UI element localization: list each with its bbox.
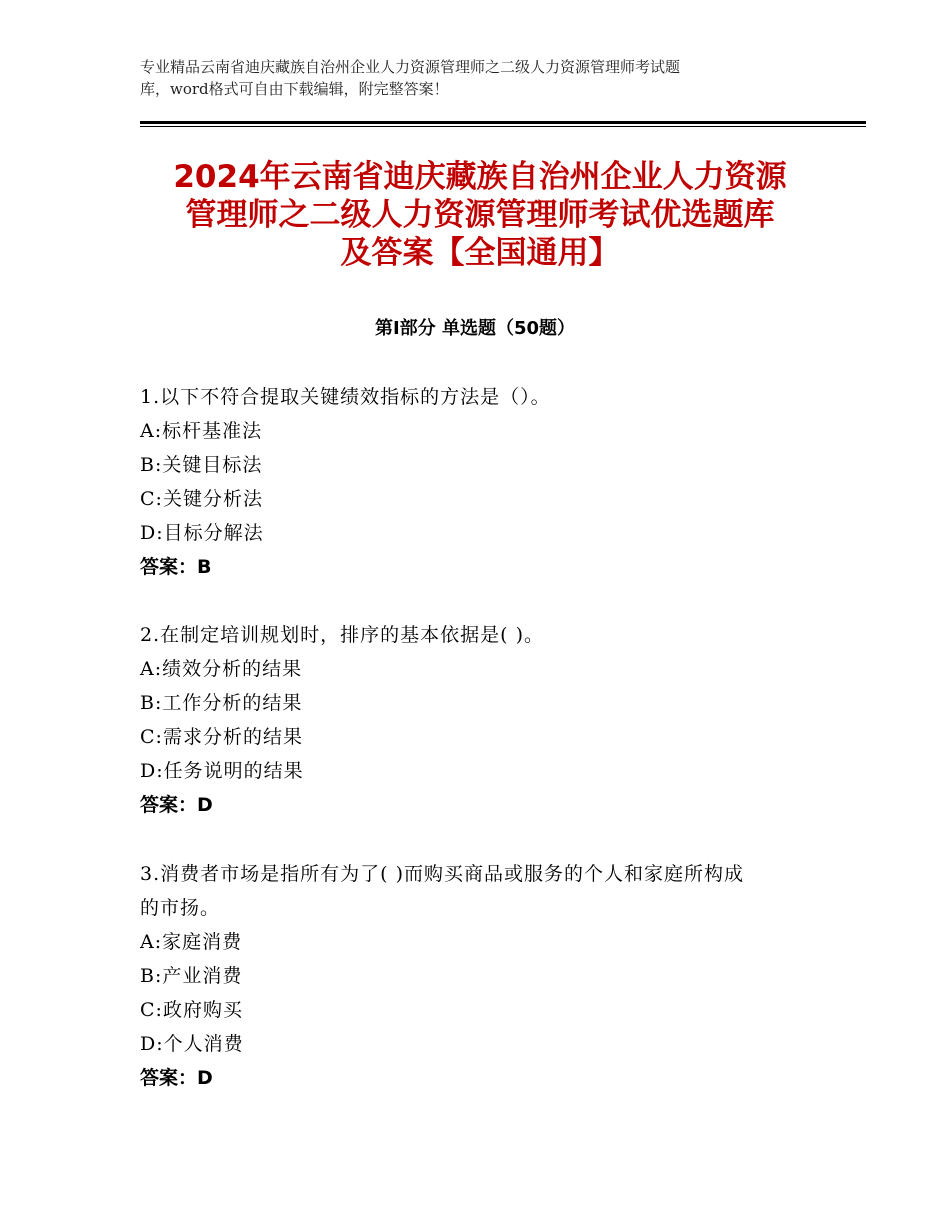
option-a: A:家庭消费	[140, 931, 243, 953]
option-a: A:标杆基准法	[140, 420, 263, 442]
option-b: B:工作分析的结果	[140, 692, 303, 714]
option-b: B:产业消费	[140, 965, 243, 987]
answer-label: 答案：D	[140, 794, 213, 816]
question-1	[140, 380, 830, 584]
document-title-line2: 管理师之二级人力资源管理师考试优选题库	[185, 197, 775, 233]
option-a: A:绩效分析的结果	[140, 658, 303, 680]
header-divider-thin	[140, 126, 866, 127]
document-title-line1: 2024年云南省迪庆藏族自治州企业人力资源	[173, 159, 787, 195]
question-2	[140, 618, 830, 822]
document-title-line3: 及答案【全国通用】	[340, 235, 620, 271]
option-c: C:需求分析的结果	[140, 726, 303, 748]
section-heading: 第Ⅰ部分 单选题（50题）	[374, 318, 575, 339]
question-stem-line1: 3.消费者市场是指所有为了( )而购买商品或服务的个人和家庭所构成	[140, 863, 744, 885]
answer-label: 答案：D	[140, 1067, 213, 1089]
document-title	[140, 158, 820, 272]
header-note	[140, 56, 820, 100]
option-d: D:目标分解法	[140, 522, 264, 544]
question-3	[140, 857, 830, 1095]
header-note-line1: 专业精品云南省迪庆藏族自治州企业人力资源管理师之二级人力资源管理师考试题	[140, 58, 681, 76]
option-b: B:关键目标法	[140, 454, 263, 476]
option-d: D:任务说明的结果	[140, 760, 304, 782]
answer-label: 答案：B	[140, 556, 212, 578]
question-stem-line2: 的市扬。	[140, 897, 221, 919]
option-c: C:政府购买	[140, 999, 243, 1021]
option-c: C:关键分析法	[140, 488, 263, 510]
question-stem: 2.在制定培训规划时，排序的基本依据是( )。	[140, 624, 544, 646]
option-d: D:个人消费	[140, 1033, 244, 1055]
header-divider-thick	[140, 121, 866, 124]
header-note-line2: 库，word格式可自由下载编辑，附完整答案！	[140, 80, 449, 98]
question-stem: 1.以下不符合提取关键绩效指标的方法是（）。	[140, 386, 551, 408]
